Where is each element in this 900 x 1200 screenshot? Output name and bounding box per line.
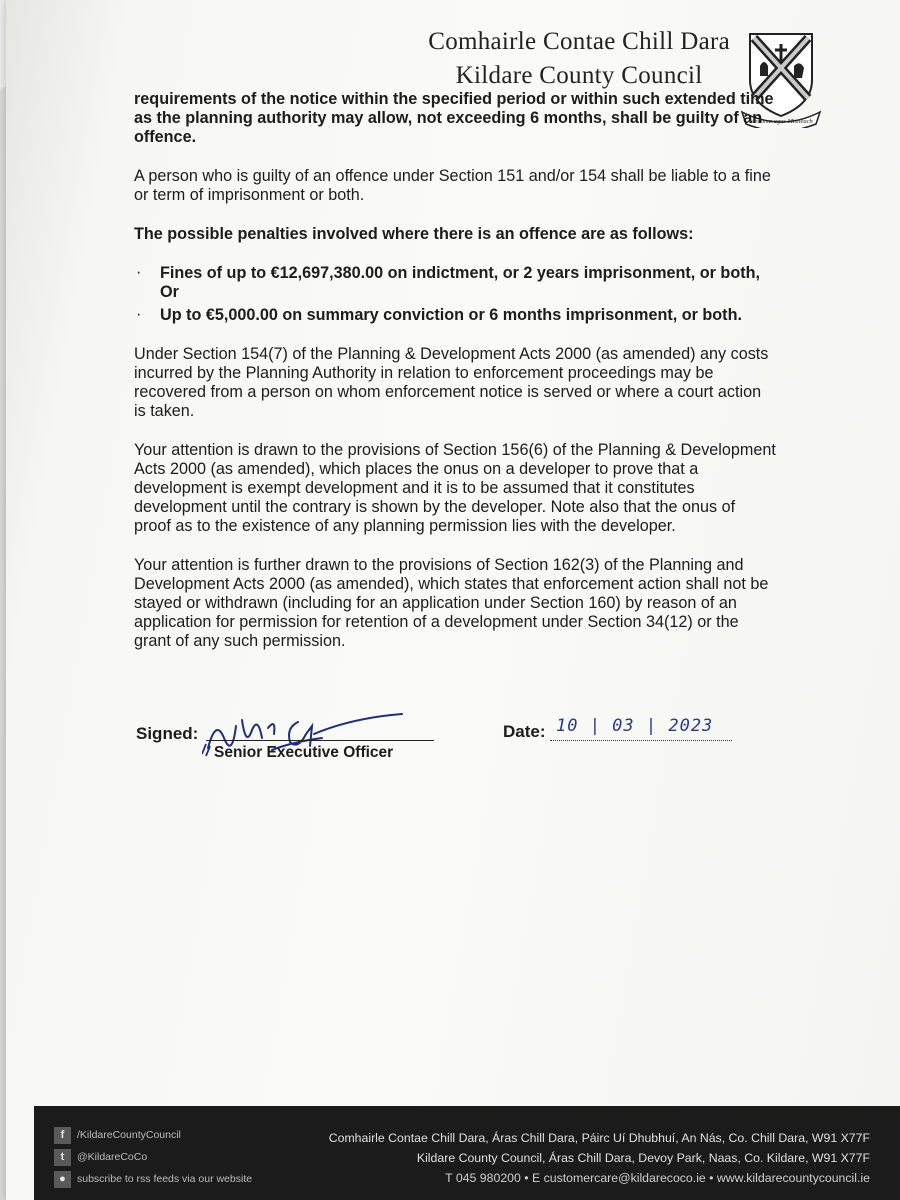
paragraph-section-162-enforcement: Your attention is further drawn to the provisions of Section 162(3) of the Planning and Development Acts 2000 (as amended), which states that enforcement action shall not be stayed or withdrawn (including for an application under Section 160) by reason of an application for permission for retention of a development under Section 34(12) or the grant of any such permission. [134, 556, 769, 650]
facebook-icon: f [54, 1127, 71, 1144]
notice-body [134, 86, 776, 671]
council-name-english: Kildare County Council [455, 62, 703, 89]
signature-line [206, 740, 434, 741]
rss-icon: ● [54, 1171, 71, 1188]
signed-label: Signed: [136, 724, 199, 743]
officer-title: Senior Executive Officer [214, 744, 394, 761]
paragraph-liability: A person who is guilty of an offence under Section 151 and/or 154 shall be liable to a fine or term of imprisonment or both. [134, 167, 771, 204]
address-irish: Comhairle Contae Chill Dara, Áras Chill Dara, Páirc Uí Dhubhuí, An Nás, Co. Chill Dara, W91 X77F [328, 1131, 870, 1145]
penalty-summary: · Up to €5,000.00 on summary conviction or 6 months imprisonment, or both. [134, 306, 776, 325]
footer-bar [34, 1106, 900, 1200]
facebook-label: /KildareCountyCouncil [77, 1129, 181, 1141]
rss-label: subscribe to rss feeds via our website [77, 1173, 253, 1185]
penalties-heading: The possible penalties involved where there is an offence are as follows: [134, 225, 694, 243]
council-header [428, 28, 730, 90]
twitter-icon: t [54, 1149, 71, 1166]
penalty-indictment [134, 264, 776, 302]
date-value: 10 | 03 | 2023 [556, 716, 714, 736]
paragraph-section-156-onus: Your attention is drawn to the provisions of Section 156(6) of the Planning & Development Acts 2000 (as amended), which places the onus on a developer to prove that a development is exempt development and it is to be assumed that it constitutes development until the contrary is shown by the developer. Note also that the onus of proof as to the existence of any planning permission lies with the developer. [134, 441, 776, 535]
council-name-irish: Comhairle Contae Chill Dara [428, 28, 730, 55]
social-rss[interactable] [54, 1168, 252, 1190]
twitter-label: @KildareCoCo [77, 1151, 148, 1163]
social-links [54, 1124, 252, 1190]
crest-motto: Meanma agus Misneach [749, 118, 813, 125]
contact-details: T 045 980200 • E customercare@kildarecoco.ie • www.kildarecountycouncil.ie [445, 1171, 870, 1185]
date-line [550, 740, 732, 741]
address-english: Kildare County Council, Áras Chill Dara, Devoy Park, Naas, Co. Kildare, W91 X77F [416, 1151, 870, 1165]
social-facebook[interactable] [54, 1124, 252, 1146]
document-page [6, 0, 900, 1200]
footer-address [329, 1128, 870, 1188]
paragraph-section-154-costs: Under Section 154(7) of the Planning & Development Acts 2000 (as amended) any costs incurred by the Planning Authority in relation to enforcement proceedings may be recovered from a person on whom enforcement notice is served or where a court action is taken. [134, 345, 769, 420]
signature-block [136, 712, 776, 772]
social-twitter[interactable] [54, 1146, 252, 1168]
date-label: Date: [503, 722, 546, 741]
paragraph-offence-requirements: requirements of the notice within the specified period or within such extended time as the planning authority may allow, not exceeding 6 months, shall be guilty of an offence. [134, 90, 774, 146]
penalty-or: Or [160, 283, 179, 301]
penalty-indictment-text: Fines of up to €12,697,380.00 on indictment, or 2 years imprisonment, or both, [160, 264, 760, 282]
penalties-list [134, 264, 776, 325]
